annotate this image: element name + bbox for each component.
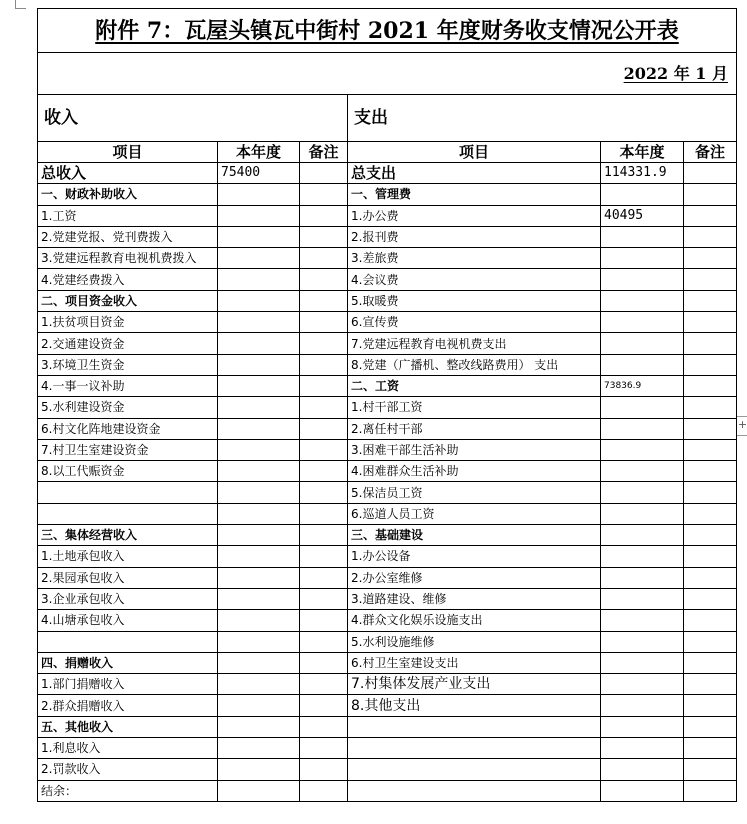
expense-note xyxy=(684,461,737,482)
expense-item: 2.报刊费 xyxy=(348,226,601,247)
table-row xyxy=(38,375,737,396)
income-item: 三、集体经营收入 xyxy=(38,525,218,546)
expense-year-header: 本年度 xyxy=(601,142,684,163)
income-note xyxy=(300,738,348,759)
expense-item: 2.离任村干部 xyxy=(348,418,601,439)
income-note xyxy=(300,610,348,631)
expense-item: 2.办公室维修 xyxy=(348,567,601,588)
expense-item xyxy=(348,716,601,737)
expense-item: 8.党建（广播机、整改线路费用） 支出 xyxy=(348,354,601,375)
income-year-value xyxy=(218,525,300,546)
expense-item: 二、工资 xyxy=(348,375,601,396)
income-item: 4.一事一议补助 xyxy=(38,375,218,396)
expense-note xyxy=(684,418,737,439)
income-year-value xyxy=(218,716,300,737)
income-item: 3.党建远程教育电视机费拨入 xyxy=(38,248,218,269)
expense-note xyxy=(684,674,737,695)
expense-item: 5.保洁员工资 xyxy=(348,482,601,503)
table-row xyxy=(38,525,737,546)
expense-year-value xyxy=(601,503,684,524)
expense-note xyxy=(684,354,737,375)
expense-note xyxy=(684,610,737,631)
expense-note xyxy=(684,226,737,247)
total-income-label: 总收入 xyxy=(38,163,218,184)
income-item: 2.群众捐赠收入 xyxy=(38,695,218,716)
income-note xyxy=(300,226,348,247)
income-item: 4.党建经费拨入 xyxy=(38,269,218,290)
expense-note xyxy=(684,780,737,801)
income-item: 1.利息收入 xyxy=(38,738,218,759)
table-row xyxy=(38,567,737,588)
expense-year-value xyxy=(601,312,684,333)
income-item: 4.山塘承包收入 xyxy=(38,610,218,631)
income-item-header: 项目 xyxy=(38,142,218,163)
expense-note xyxy=(684,738,737,759)
expense-note xyxy=(684,759,737,780)
table-row xyxy=(38,461,737,482)
income-item: 1.土地承包收入 xyxy=(38,546,218,567)
expense-note xyxy=(684,397,737,418)
expense-item: 5.取暖费 xyxy=(348,290,601,311)
expense-note xyxy=(684,482,737,503)
table-row xyxy=(38,546,737,567)
income-year-value xyxy=(218,312,300,333)
expense-year-value xyxy=(601,269,684,290)
page-title: 附件 7：瓦屋头镇瓦中街村 2021 年度财务收支情况公开表 xyxy=(38,9,737,53)
income-year-value xyxy=(218,695,300,716)
income-year-value xyxy=(218,290,300,311)
income-year-value xyxy=(218,759,300,780)
income-note xyxy=(300,652,348,673)
expense-item xyxy=(348,759,601,780)
income-section-label: 收入 xyxy=(38,95,348,142)
income-note xyxy=(300,503,348,524)
expense-year-value xyxy=(601,525,684,546)
expense-note xyxy=(684,205,737,226)
report-date-text: 2022 年 1 月 xyxy=(623,63,728,83)
income-item: 5.水利建设资金 xyxy=(38,397,218,418)
income-note xyxy=(300,546,348,567)
expense-year-value xyxy=(601,738,684,759)
expense-year-value xyxy=(601,439,684,460)
table-row xyxy=(38,312,737,333)
table-row xyxy=(38,205,737,226)
table-row xyxy=(38,674,737,695)
income-note xyxy=(300,567,348,588)
table-row xyxy=(38,333,737,354)
income-note xyxy=(300,375,348,396)
income-item: 2.果园承包收入 xyxy=(38,567,218,588)
table-row xyxy=(38,354,737,375)
income-item: 五、其他收入 xyxy=(38,716,218,737)
expense-note xyxy=(684,716,737,737)
expense-item: 7.党建远程教育电视机费支出 xyxy=(348,333,601,354)
table-row xyxy=(38,738,737,759)
expense-note xyxy=(684,588,737,609)
income-note xyxy=(300,674,348,695)
expense-note xyxy=(684,439,737,460)
income-year-value xyxy=(218,461,300,482)
table-row xyxy=(38,631,737,652)
expense-note xyxy=(684,184,737,205)
expense-item: 3.困难干部生活补助 xyxy=(348,439,601,460)
expense-year-value xyxy=(601,567,684,588)
income-year-value xyxy=(218,546,300,567)
expense-note xyxy=(684,567,737,588)
income-note xyxy=(300,184,348,205)
expense-year-value xyxy=(601,631,684,652)
income-note xyxy=(300,482,348,503)
income-item: 2.交通建设资金 xyxy=(38,333,218,354)
total-expense-label: 总支出 xyxy=(348,163,601,184)
expense-note xyxy=(684,248,737,269)
income-year-value xyxy=(218,780,300,801)
expense-item: 三、基础建设 xyxy=(348,525,601,546)
income-year-value xyxy=(218,567,300,588)
expense-item: 6.村卫生室建设支出 xyxy=(348,652,601,673)
expense-item: 1.村干部工资 xyxy=(348,397,601,418)
expense-year-value xyxy=(601,759,684,780)
income-note xyxy=(300,333,348,354)
expense-item: 3.道路建设、维修 xyxy=(348,588,601,609)
table-row xyxy=(38,588,737,609)
income-year-value xyxy=(218,674,300,695)
table-row xyxy=(38,482,737,503)
income-item: 3.环境卫生资金 xyxy=(38,354,218,375)
table-row xyxy=(38,248,737,269)
income-year-value xyxy=(218,205,300,226)
expense-year-value xyxy=(601,397,684,418)
income-item: 1.扶贫项目资金 xyxy=(38,312,218,333)
income-item: 一、财政补助收入 xyxy=(38,184,218,205)
expense-note xyxy=(684,503,737,524)
expense-year-value xyxy=(601,290,684,311)
expense-year-value xyxy=(601,695,684,716)
expense-year-value: 40495 xyxy=(601,205,684,226)
income-note xyxy=(300,397,348,418)
income-note xyxy=(300,631,348,652)
income-item: 3.企业承包收入 xyxy=(38,588,218,609)
expense-item: 4.困难群众生活补助 xyxy=(348,461,601,482)
expense-year-value xyxy=(601,780,684,801)
income-item xyxy=(38,503,218,524)
income-item: 结余： xyxy=(38,780,218,801)
table-row xyxy=(38,184,737,205)
income-note xyxy=(300,759,348,780)
expense-note xyxy=(684,652,737,673)
income-year-value xyxy=(218,738,300,759)
expense-item-header: 项目 xyxy=(348,142,601,163)
expense-year-value xyxy=(601,184,684,205)
income-item: 二、项目资金收入 xyxy=(38,290,218,311)
income-note xyxy=(300,461,348,482)
income-year-value xyxy=(218,652,300,673)
income-note xyxy=(300,780,348,801)
table-row xyxy=(38,652,737,673)
expense-year-value xyxy=(601,716,684,737)
income-note xyxy=(300,588,348,609)
expense-year-value xyxy=(601,226,684,247)
table-row xyxy=(38,418,737,439)
income-note xyxy=(300,695,348,716)
finance-table xyxy=(37,8,737,802)
expense-note xyxy=(684,290,737,311)
expense-item: 4.会议费 xyxy=(348,269,601,290)
expense-item: 1.办公设备 xyxy=(348,546,601,567)
income-item: 7.村卫生室建设资金 xyxy=(38,439,218,460)
income-year-value xyxy=(218,354,300,375)
table-row xyxy=(38,503,737,524)
table-row xyxy=(38,610,737,631)
income-note xyxy=(300,439,348,460)
table-row xyxy=(38,716,737,737)
income-note-header: 备注 xyxy=(300,142,348,163)
expense-note xyxy=(684,312,737,333)
expense-item: 一、管理费 xyxy=(348,184,601,205)
income-year-value xyxy=(218,418,300,439)
income-year-value xyxy=(218,269,300,290)
table-row xyxy=(38,290,737,311)
expense-note xyxy=(684,269,737,290)
expense-year-value xyxy=(601,546,684,567)
expense-item: 5.水利设施维修 xyxy=(348,631,601,652)
expense-year-value xyxy=(601,482,684,503)
table-row xyxy=(38,226,737,247)
expense-item: 3.差旅费 xyxy=(348,248,601,269)
expense-note xyxy=(684,333,737,354)
total-income-value: 75400 xyxy=(218,163,300,184)
expense-note xyxy=(684,695,737,716)
expense-item: 8.其他支出 xyxy=(348,695,601,716)
income-note xyxy=(300,716,348,737)
income-note xyxy=(300,525,348,546)
income-year-value xyxy=(218,226,300,247)
income-note xyxy=(300,418,348,439)
income-item: 1.工资 xyxy=(38,205,218,226)
expense-year-value xyxy=(601,588,684,609)
income-item: 2.党建党报、党刊费拨入 xyxy=(38,226,218,247)
expense-year-value xyxy=(601,354,684,375)
table-row xyxy=(38,780,737,801)
expense-item xyxy=(348,780,601,801)
income-year-value xyxy=(218,248,300,269)
expense-note xyxy=(684,631,737,652)
income-item: 8.以工代赈资金 xyxy=(38,461,218,482)
income-year-value xyxy=(218,333,300,354)
expense-note xyxy=(684,546,737,567)
expense-item: 4.群众文化娱乐设施支出 xyxy=(348,610,601,631)
expense-year-value xyxy=(601,652,684,673)
table-row xyxy=(38,397,737,418)
expense-section-label: 支出 xyxy=(348,95,737,142)
income-note xyxy=(300,354,348,375)
income-year-value xyxy=(218,610,300,631)
income-year-value xyxy=(218,588,300,609)
income-note xyxy=(300,205,348,226)
expense-item: 7.村集体发展产业支出 xyxy=(348,674,601,695)
income-year-value xyxy=(218,631,300,652)
add-column-icon[interactable]: + xyxy=(736,416,747,436)
paragraph-marker-icon xyxy=(15,0,26,9)
income-item: 1.部门捐赠收入 xyxy=(38,674,218,695)
total-expense-note xyxy=(684,163,737,184)
expense-item: 6.宣传费 xyxy=(348,312,601,333)
income-year-value xyxy=(218,482,300,503)
income-note xyxy=(300,290,348,311)
expense-year-value xyxy=(601,333,684,354)
table-row xyxy=(38,695,737,716)
expense-year-value xyxy=(601,461,684,482)
expense-year-value: 73836.9 xyxy=(601,375,684,396)
income-note xyxy=(300,312,348,333)
expense-year-value xyxy=(601,610,684,631)
table-row xyxy=(38,439,737,460)
income-year-value xyxy=(218,184,300,205)
report-date xyxy=(38,53,737,95)
income-year-value xyxy=(218,503,300,524)
expense-note xyxy=(684,375,737,396)
income-item xyxy=(38,482,218,503)
expense-year-value xyxy=(601,248,684,269)
total-income-note xyxy=(300,163,348,184)
expense-item: 1.办公费 xyxy=(348,205,601,226)
income-item: 6.村文化阵地建设资金 xyxy=(38,418,218,439)
total-expense-value: 114331.9 xyxy=(601,163,684,184)
table-row xyxy=(38,759,737,780)
table-row xyxy=(38,269,737,290)
expense-note-header: 备注 xyxy=(684,142,737,163)
income-note xyxy=(300,269,348,290)
income-year-header: 本年度 xyxy=(218,142,300,163)
expense-year-value xyxy=(601,418,684,439)
income-item: 四、捐赠收入 xyxy=(38,652,218,673)
expense-year-value xyxy=(601,674,684,695)
income-year-value xyxy=(218,397,300,418)
income-year-value xyxy=(218,375,300,396)
expense-note xyxy=(684,525,737,546)
income-item: 2.罚款收入 xyxy=(38,759,218,780)
income-note xyxy=(300,248,348,269)
income-item xyxy=(38,631,218,652)
expense-item: 6.巡道人员工资 xyxy=(348,503,601,524)
expense-item xyxy=(348,738,601,759)
income-year-value xyxy=(218,439,300,460)
